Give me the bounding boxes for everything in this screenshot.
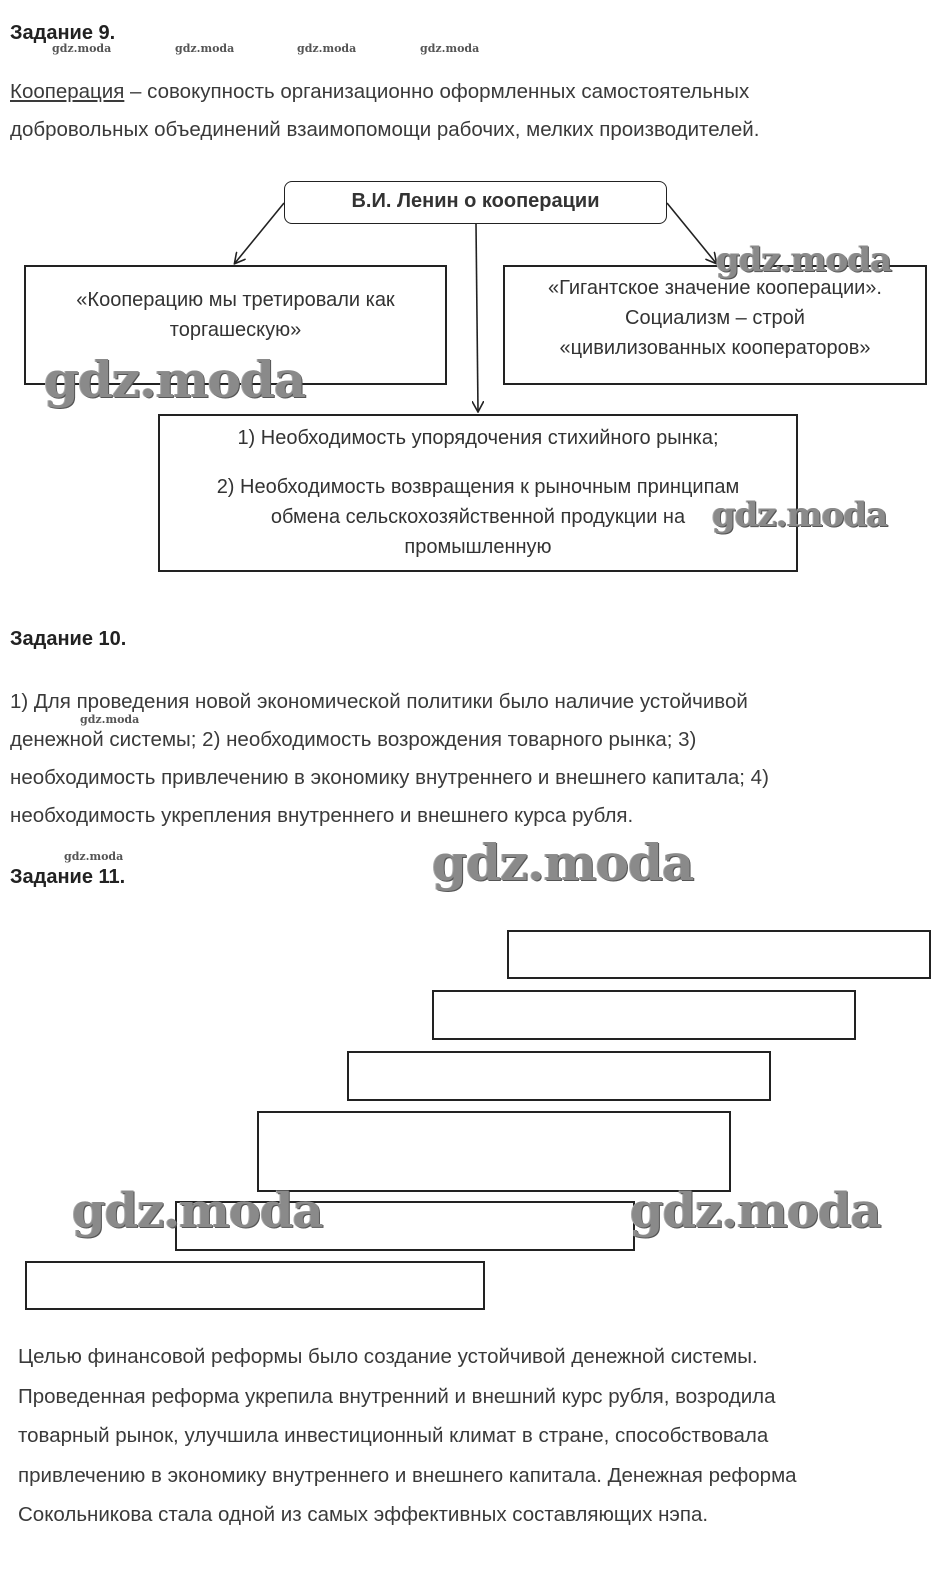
reason-2-line-2: обмена сельскохозяйственной продукции на — [270, 506, 686, 528]
watermark-small: gdz.moda — [420, 42, 480, 55]
reasons-box — [158, 414, 798, 572]
watermark-large: gdz.moda — [712, 495, 888, 535]
stair-box-4 — [257, 1111, 731, 1192]
task9-heading: Задание 9. — [10, 22, 116, 44]
task11-heading: Задание 11. — [10, 866, 126, 888]
arrow-to-bottom-box — [476, 224, 478, 411]
stair-box-6 — [25, 1261, 485, 1310]
right-quote-box — [503, 265, 927, 385]
term-kooperatsiya: Кооперация — [10, 80, 125, 103]
left-quote-line-2: торгашескую» — [169, 319, 302, 341]
stair-box-2 — [432, 990, 856, 1040]
task10-line-1: 1) Для проведения новой экономической политики было наличие устойчивой — [10, 690, 748, 713]
task11-line-1: Целью финансовой реформы было создание устойчивой денежной системы. — [18, 1345, 758, 1368]
right-quote-line-3: «цивилизованных кооператоров» — [559, 337, 871, 359]
left-quote-line-1: «Кооперацию мы третировали как — [76, 289, 395, 311]
watermark-small: gdz.moda — [64, 850, 124, 863]
watermark-small: gdz.moda — [52, 42, 112, 55]
task10-line-4: необходимость укрепления внутреннего и внешнего курса рубля. — [10, 804, 634, 827]
task11-line-2: Проведенная реформа укрепила внутренний и внешний курс рубля, возродила — [18, 1384, 776, 1408]
watermark-large: gdz.moda — [44, 350, 306, 409]
watermark-small: gdz.moda — [175, 42, 235, 55]
task10-line-3: необходимость привлечению в экономику внутреннего и внешнего капитала; 4) — [10, 766, 769, 789]
reason-1: 1) Необходимость упорядочения стихийного рынка; — [237, 427, 719, 449]
diagram-title: В.И. Ленин о кооперации — [351, 190, 600, 212]
watermark-small: gdz.moda — [297, 42, 357, 55]
task11-line-3: товарный рынок, улучшила инвестиционный климат в стране, способствовала — [18, 1424, 769, 1447]
definition-line-2: добровольных объединений взаимопомощи рабочих, мелких производителей. — [10, 118, 760, 141]
right-quote-line-1: «Гигантское значение кооперации». — [548, 277, 882, 299]
task11-line-4: привлечению в экономику внутреннего и внешнего капитала. Денежная реформа — [18, 1463, 797, 1487]
watermark-large: gdz.moda — [432, 833, 694, 892]
watermark-large: gdz.moda — [716, 240, 892, 280]
stair-box-3 — [347, 1051, 771, 1101]
right-quote-line-2: Социализм – строй — [625, 307, 805, 329]
task10-answer — [10, 683, 935, 835]
watermark-large: gdz.moda — [72, 1183, 323, 1239]
reason-2-line-1: 2) Необходимость возвращения к рыночным принципам — [216, 476, 740, 498]
task11-line-5: Сокольникова стала одной из самых эффективных составляющих нэпа. — [18, 1503, 709, 1526]
task10-heading: Задание 10. — [10, 628, 127, 650]
arrow-to-left-box — [235, 203, 284, 263]
diagram-title-box — [284, 181, 667, 224]
definition-line-1: – совокупность организационно оформленных самостоятельных — [124, 80, 750, 103]
reason-2-line-3: промышленную — [404, 536, 552, 558]
stair-box-1 — [507, 930, 931, 979]
watermark-small: gdz.moda — [80, 713, 140, 726]
task10-line-2: денежной системы; 2) необходимость возрождения товарного рынка; 3) — [10, 728, 697, 751]
task11-answer — [18, 1337, 933, 1535]
watermark-large: gdz.moda — [630, 1183, 881, 1239]
arrow-to-right-box — [667, 203, 716, 263]
